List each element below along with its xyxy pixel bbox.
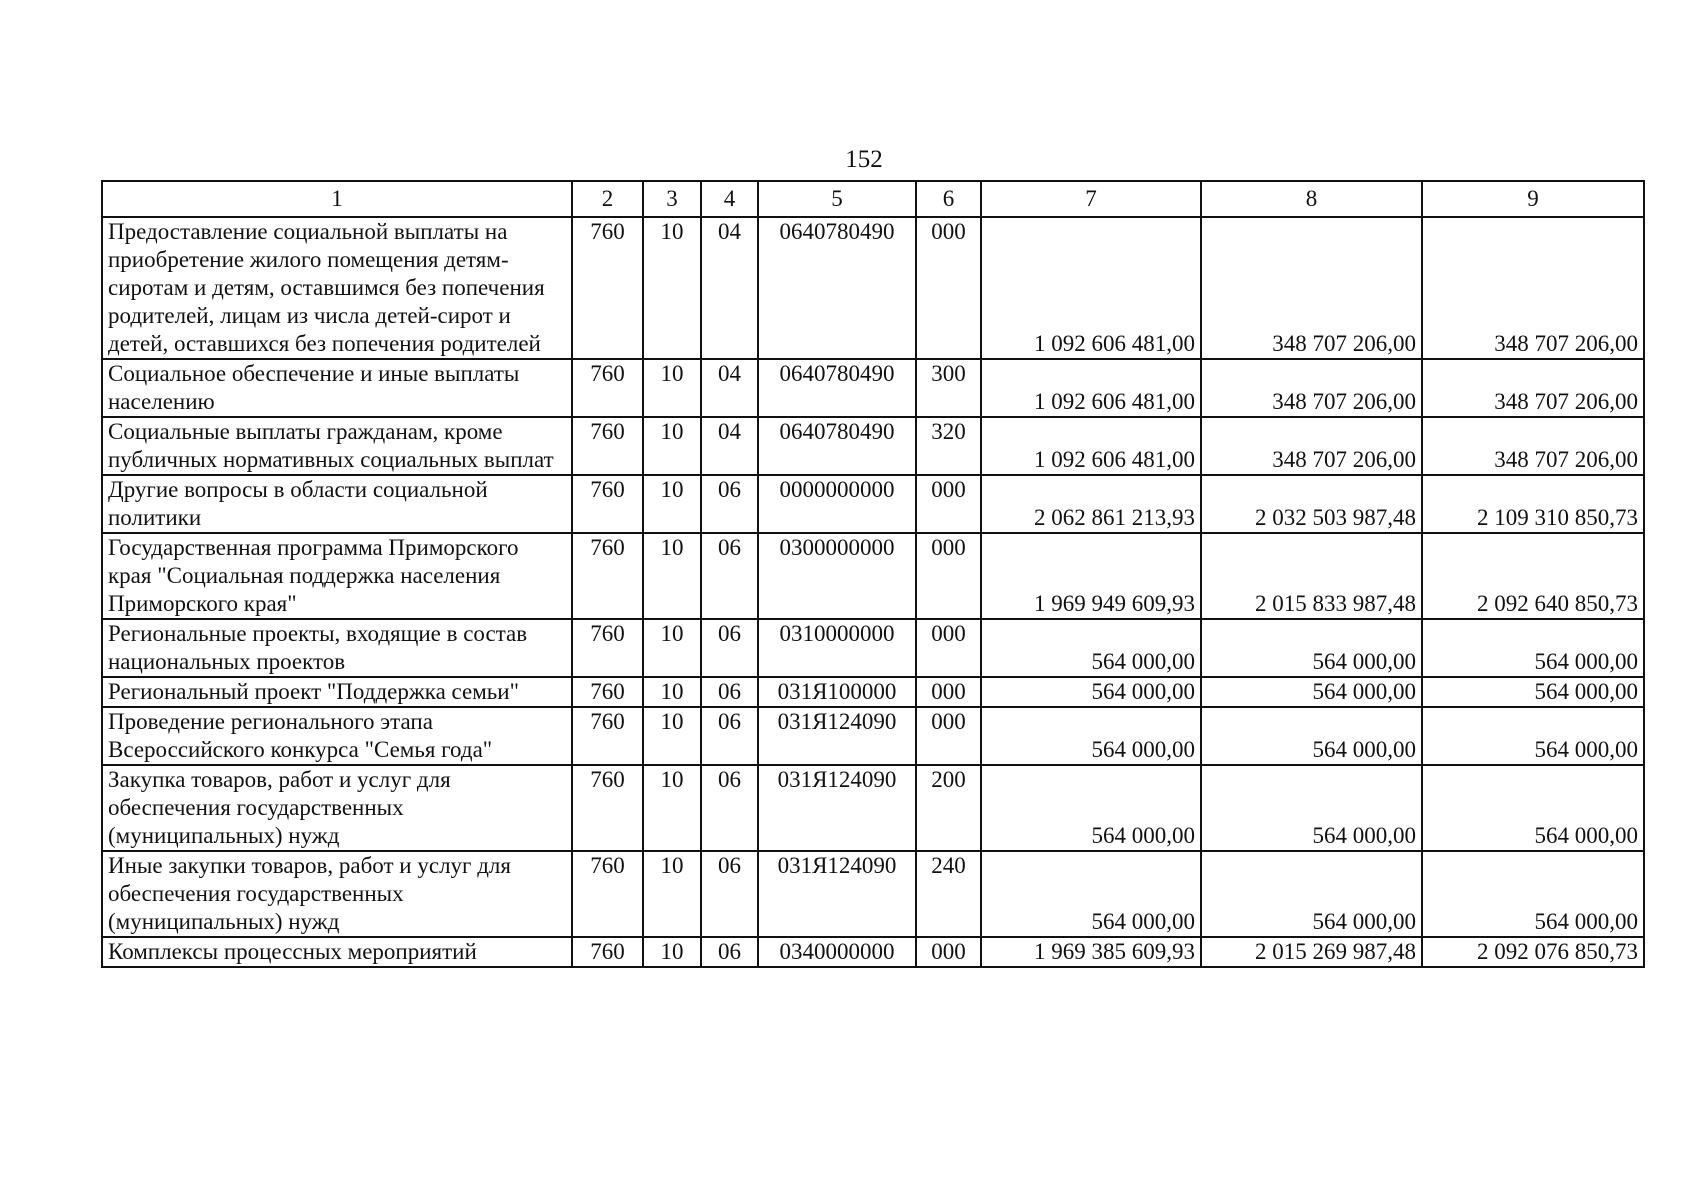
row-code-2: 760 <box>572 707 643 765</box>
row-code-5: 031Я124090 <box>758 707 916 765</box>
row-code-2: 760 <box>572 533 643 619</box>
row-code-2: 760 <box>572 475 643 533</box>
row-code-5: 031Я124090 <box>758 851 916 937</box>
row-sum-8: 2 015 269 987,48 <box>1201 937 1422 967</box>
row-code-5: 031Я124090 <box>758 765 916 851</box>
column-header-9: 9 <box>1422 181 1644 217</box>
row-code-5: 0640780490 <box>758 217 916 359</box>
row-sum-7: 564 000,00 <box>981 707 1201 765</box>
row-code-4: 06 <box>701 619 758 677</box>
row-code-3: 10 <box>643 217 701 359</box>
column-header-5: 5 <box>758 181 916 217</box>
row-sum-9: 2 092 640 850,73 <box>1422 533 1644 619</box>
row-sum-7: 1 092 606 481,00 <box>981 217 1201 359</box>
row-sum-8: 348 707 206,00 <box>1201 217 1422 359</box>
table-row <box>102 619 1644 677</box>
row-code-3: 10 <box>643 359 701 417</box>
row-sum-9: 564 000,00 <box>1422 765 1644 851</box>
row-sum-9: 348 707 206,00 <box>1422 417 1644 475</box>
row-code-3: 10 <box>643 765 701 851</box>
row-name: Социальные выплаты гражданам, кроме публичных нормативных социальных выплат <box>102 417 572 475</box>
row-code-6: 000 <box>916 937 981 967</box>
row-code-5: 0000000000 <box>758 475 916 533</box>
row-code-4: 06 <box>701 475 758 533</box>
row-sum-8: 564 000,00 <box>1201 707 1422 765</box>
row-code-5: 0300000000 <box>758 533 916 619</box>
row-sum-7: 1 092 606 481,00 <box>981 359 1201 417</box>
column-header-1: 1 <box>102 181 572 217</box>
row-sum-7: 2 062 861 213,93 <box>981 475 1201 533</box>
row-code-3: 10 <box>643 851 701 937</box>
row-sum-8: 564 000,00 <box>1201 851 1422 937</box>
row-code-3: 10 <box>643 707 701 765</box>
table-row <box>102 707 1644 765</box>
table-row <box>102 359 1644 417</box>
row-name: Государственная программа Приморского края "Социальная поддержка населения Приморского края" <box>102 533 572 619</box>
row-code-3: 10 <box>643 677 701 707</box>
row-name: Закупка товаров, работ и услуг для обеспечения государственных (муниципальных) нужд <box>102 765 572 851</box>
row-code-3: 10 <box>643 619 701 677</box>
row-code-6: 000 <box>916 533 981 619</box>
row-code-2: 760 <box>572 359 643 417</box>
row-sum-8: 2 015 833 987,48 <box>1201 533 1422 619</box>
table-row <box>102 533 1644 619</box>
row-sum-8: 348 707 206,00 <box>1201 359 1422 417</box>
row-code-2: 760 <box>572 851 643 937</box>
table-row <box>102 475 1644 533</box>
row-sum-7: 1 969 949 609,93 <box>981 533 1201 619</box>
row-name: Иные закупки товаров, работ и услуг для обеспечения государственных (муниципальных) нужд <box>102 851 572 937</box>
row-sum-8: 564 000,00 <box>1201 677 1422 707</box>
row-code-3: 10 <box>643 417 701 475</box>
row-code-3: 10 <box>643 475 701 533</box>
row-sum-7: 564 000,00 <box>981 677 1201 707</box>
row-code-6: 200 <box>916 765 981 851</box>
row-sum-9: 348 707 206,00 <box>1422 359 1644 417</box>
row-code-3: 10 <box>643 533 701 619</box>
column-header-7: 7 <box>981 181 1201 217</box>
row-sum-9: 564 000,00 <box>1422 851 1644 937</box>
row-sum-9: 2 092 076 850,73 <box>1422 937 1644 967</box>
row-code-6: 000 <box>916 475 981 533</box>
row-code-3: 10 <box>643 937 701 967</box>
row-name: Другие вопросы в области социальной политики <box>102 475 572 533</box>
row-code-4: 06 <box>701 677 758 707</box>
row-code-2: 760 <box>572 619 643 677</box>
row-code-4: 06 <box>701 765 758 851</box>
row-code-5: 0640780490 <box>758 417 916 475</box>
budget-table <box>101 180 1645 968</box>
row-code-2: 760 <box>572 417 643 475</box>
column-header-3: 3 <box>643 181 701 217</box>
row-code-5: 0340000000 <box>758 937 916 967</box>
row-sum-9: 564 000,00 <box>1422 619 1644 677</box>
row-code-5: 0310000000 <box>758 619 916 677</box>
row-code-6: 300 <box>916 359 981 417</box>
row-sum-7: 564 000,00 <box>981 765 1201 851</box>
row-code-5: 0640780490 <box>758 359 916 417</box>
row-code-6: 000 <box>916 217 981 359</box>
row-name: Комплексы процессных мероприятий <box>102 937 572 967</box>
column-header-4: 4 <box>701 181 758 217</box>
row-sum-7: 564 000,00 <box>981 851 1201 937</box>
row-sum-7: 1 092 606 481,00 <box>981 417 1201 475</box>
row-name: Проведение регионального этапа Всероссийского конкурса "Семья года" <box>102 707 572 765</box>
row-sum-9: 348 707 206,00 <box>1422 217 1644 359</box>
table-row <box>102 765 1644 851</box>
table-row <box>102 677 1644 707</box>
row-sum-8: 564 000,00 <box>1201 765 1422 851</box>
page-number: 152 <box>845 146 883 173</box>
row-code-6: 240 <box>916 851 981 937</box>
row-code-6: 000 <box>916 707 981 765</box>
row-code-6: 000 <box>916 677 981 707</box>
column-header-2: 2 <box>572 181 643 217</box>
row-code-4: 04 <box>701 217 758 359</box>
header-row <box>102 181 1644 217</box>
row-sum-9: 564 000,00 <box>1422 677 1644 707</box>
row-code-4: 06 <box>701 533 758 619</box>
row-name: Региональные проекты, входящие в состав национальных проектов <box>102 619 572 677</box>
table-row <box>102 417 1644 475</box>
row-sum-7: 564 000,00 <box>981 619 1201 677</box>
row-sum-9: 2 109 310 850,73 <box>1422 475 1644 533</box>
row-sum-8: 564 000,00 <box>1201 619 1422 677</box>
row-code-2: 760 <box>572 765 643 851</box>
table-row <box>102 937 1644 967</box>
row-code-2: 760 <box>572 677 643 707</box>
row-code-5: 031Я100000 <box>758 677 916 707</box>
row-sum-9: 564 000,00 <box>1422 707 1644 765</box>
column-header-6: 6 <box>916 181 981 217</box>
row-code-4: 04 <box>701 417 758 475</box>
row-code-2: 760 <box>572 937 643 967</box>
row-code-6: 320 <box>916 417 981 475</box>
row-sum-7: 1 969 385 609,93 <box>981 937 1201 967</box>
row-name: Региональный проект "Поддержка семьи" <box>102 677 572 707</box>
row-code-4: 06 <box>701 937 758 967</box>
row-sum-8: 348 707 206,00 <box>1201 417 1422 475</box>
row-name: Предоставление социальной выплаты на приобретение жилого помещения детям-сиротам и детям, оставшимся без попечения родителей, лицам из числа детей-сирот и детей, оставшихся без попечения родителей <box>102 217 572 359</box>
row-code-6: 000 <box>916 619 981 677</box>
row-code-4: 06 <box>701 851 758 937</box>
table-row <box>102 851 1644 937</box>
row-sum-8: 2 032 503 987,48 <box>1201 475 1422 533</box>
table-row <box>102 217 1644 359</box>
row-code-4: 04 <box>701 359 758 417</box>
row-name: Социальное обеспечение и иные выплаты населению <box>102 359 572 417</box>
column-header-8: 8 <box>1201 181 1422 217</box>
row-code-2: 760 <box>572 217 643 359</box>
row-code-4: 06 <box>701 707 758 765</box>
